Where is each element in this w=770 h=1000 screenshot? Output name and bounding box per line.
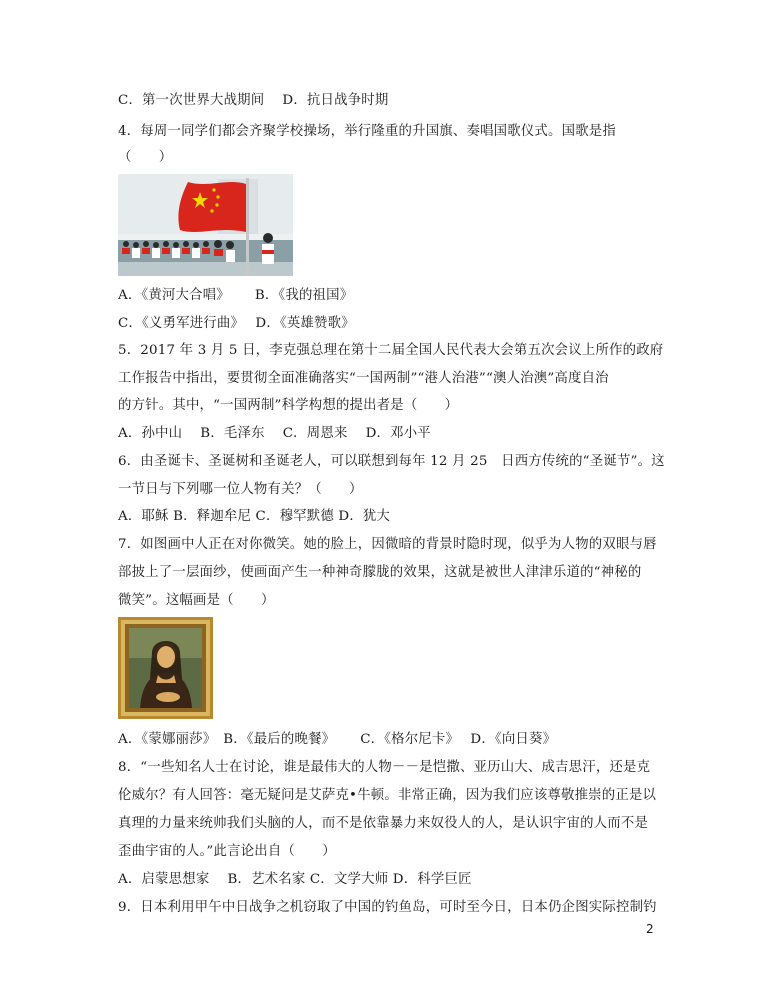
question-8-line-2: 伦威尔？有人回答：毫无疑问是艾萨克•牛顿。非常正确，因为我们应该尊敬推崇的正是以 [118,788,657,803]
question-6-line-2: 一节日与下列哪一位人物有关？（ ） [118,482,363,497]
question-8-line-4: 歪曲宇宙的人。”此言论出自（ ） [118,844,336,859]
mona-lisa-painting [118,617,213,719]
page-number: 2 [646,922,654,936]
question-5-line-3: 的方针。其中，“一国两制”科学构想的提出者是（ ） [118,398,459,413]
question-6: 6．由圣诞卡、圣诞树和圣诞老人，可以联想到每年 12 月 25 日西方传统的“圣诞节”。这 [118,454,665,469]
question-7-line-2: 部披上了一层面纱，使画面产生一种神奇朦胧的效果，这就是被世人津津乐道的“神秘的 [118,565,642,580]
question-8-line-3: 真理的力量来统帅我们头脑的人，而不是依靠暴力来奴役人的人，是认识宇宙的人而不是 [118,816,649,831]
option-line: A．《蒙娜丽莎》 B．《最后的晚餐》 C．《格尔尼卡》 D．《向日葵》 [118,732,557,747]
question-5: 5．2017 年 3 月 5 日，李克强总理在第十二届全国人民代表大会第五次会议上所作的政府 [118,343,664,358]
flag-raising-photo [118,174,293,276]
question-7-line-3: 微笑”。这幅画是（ ） [118,593,275,608]
option-line: C．《义勇军进行曲》 D．《英雄赞歌》 [118,316,355,331]
question-9: 9．日本利用甲午中日战争之机窃取了中国的钓鱼岛，可时至今日，日本仍企图实际控制钓 [118,900,657,915]
question-4: 4．每周一同学们都会齐聚学校操场，举行隆重的升国旗、奏唱国歌仪式。国歌是指 [118,124,616,139]
question-5-line-2: 工作报告中指出，要贯彻全面准确落实“一国两制”“港人治港”“澳人治澳”高度自治 [118,371,609,386]
question-8: 8．“一些知名人士在讨论，谁是最伟大的人物－－是恺撒、亚历山大、成吉思汗，还是克 [118,760,651,775]
option-line: A．《黄河大合唱》 B．《我的祖国》 [118,288,354,303]
question-7: 7．如图画中人正在对你微笑。她的脸上，因微暗的背景时隐时现，似乎为人物的双眼与唇 [118,537,657,552]
option-line: A．启蒙思想家 B．艺术名家 C．文学大师 D．科学巨匠 [118,872,472,887]
option-line: A．耶稣 B．释迦牟尼 C．穆罕默德 D．犹大 [118,509,391,524]
flag-raising-image [118,174,293,276]
option-line: C．第一次世界大战期间 D．抗日战争时期 [118,93,389,108]
option-line: A．孙中山 B．毛泽东 C．周恩来 D．邓小平 [118,426,431,441]
answer-blank: （ ） [118,150,173,165]
painting-image [118,617,213,719]
